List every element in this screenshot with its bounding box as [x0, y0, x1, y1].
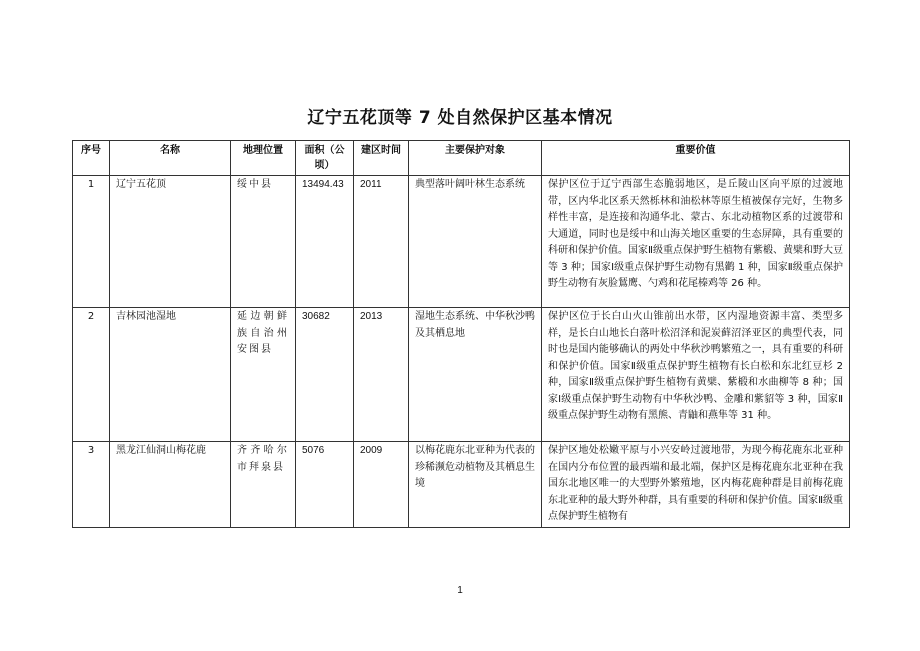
cell-location: 绥中县: [231, 176, 296, 308]
cell-name: 黑龙江仙洞山梅花鹿: [110, 442, 231, 528]
cell-area: 13494.43: [296, 176, 354, 308]
cell-name: 辽宁五花顶: [110, 176, 231, 308]
cell-target: 以梅花鹿东北亚种为代表的珍稀濒危动植物及其栖息生境: [409, 442, 542, 528]
cell-year: 2011: [354, 176, 409, 308]
cell-no: 2: [73, 308, 110, 442]
page-number: 1: [457, 585, 463, 596]
cell-value: 保护区位于辽宁西部生态脆弱地区，是丘陵山区向平原的过渡地带，区内华北区系天然栎林和油松林等原生植被保存完好，生物多样性丰富，是连接和沟通华北、蒙古、东北动植物区系的过渡带和大通道，同时也是绥中和山海关地区重要的生态屏障，具有重要的科研和保护价值。国家Ⅱ级重点保护野生植物有紫椴、黄檗和野大豆等 3 种；国家Ⅰ级重点保护野生动物有黑鹳 1 种，国家Ⅱ级重点保护野生动物有灰脸鵟鹰、勺鸡和花尾榛鸡等 26 种。: [542, 176, 850, 308]
cell-year: 2009: [354, 442, 409, 528]
header-value: 重要价值: [542, 141, 850, 176]
cell-no: 3: [73, 442, 110, 528]
header-year: 建区时间: [354, 141, 409, 176]
table-row: [73, 308, 850, 442]
cell-year: 2013: [354, 308, 409, 442]
page-title: 辽宁五花顶等 7 处自然保护区基本情况: [307, 108, 613, 128]
cell-no: 1: [73, 176, 110, 308]
table-header-row: [73, 141, 850, 176]
header-target: 主要保护对象: [409, 141, 542, 176]
cell-target: 典型落叶阔叶林生态系统: [409, 176, 542, 308]
cell-location: 延边朝鲜族自治州安图县: [231, 308, 296, 442]
cell-location: 齐齐哈尔市拜泉县: [231, 442, 296, 528]
header-name: 名称: [110, 141, 231, 176]
table-row: [73, 442, 850, 528]
reserve-table: [72, 140, 850, 528]
cell-value: 保护区位于长白山火山锥前出水带，区内湿地资源丰富、类型多样，是长白山地长白落叶松沼泽和泥炭藓沼泽亚区的典型代表，同时也是国内能够确认的两处中华秋沙鸭繁殖之一，具有重要的科研和保护价值。国家Ⅱ级重点保护野生植物有长白松和东北红豆杉 2 种，国家Ⅱ级重点保护野生植物有黄檗、紫椴和水曲柳等 8 种；国家Ⅰ级重点保护野生动物有中华秋沙鸭、金雕和紫貂等 3 种，国家Ⅱ级重点保护野生动物有黑熊、青鼬和燕隼等 31 种。: [542, 308, 850, 442]
header-no: 序号: [73, 141, 110, 176]
cell-name: 吉林园池湿地: [110, 308, 231, 442]
table-row: [73, 176, 850, 308]
header-area: 面积（公顷）: [296, 141, 354, 176]
cell-area: 5076: [296, 442, 354, 528]
cell-area: 30682: [296, 308, 354, 442]
header-location: 地理位置: [231, 141, 296, 176]
cell-value: 保护区地处松嫩平原与小兴安岭过渡地带，为现今梅花鹿东北亚种在国内分布位置的最西端和最北端，保护区是梅花鹿东北亚种在我国东北地区唯一的大型野外繁殖地，区内梅花鹿种群是目前梅花鹿东北亚种的最大野外种群，具有重要的科研和保护价值。国家Ⅱ级重点保护野生植物有: [542, 442, 850, 528]
cell-target: 湿地生态系统、中华秋沙鸭及其栖息地: [409, 308, 542, 442]
